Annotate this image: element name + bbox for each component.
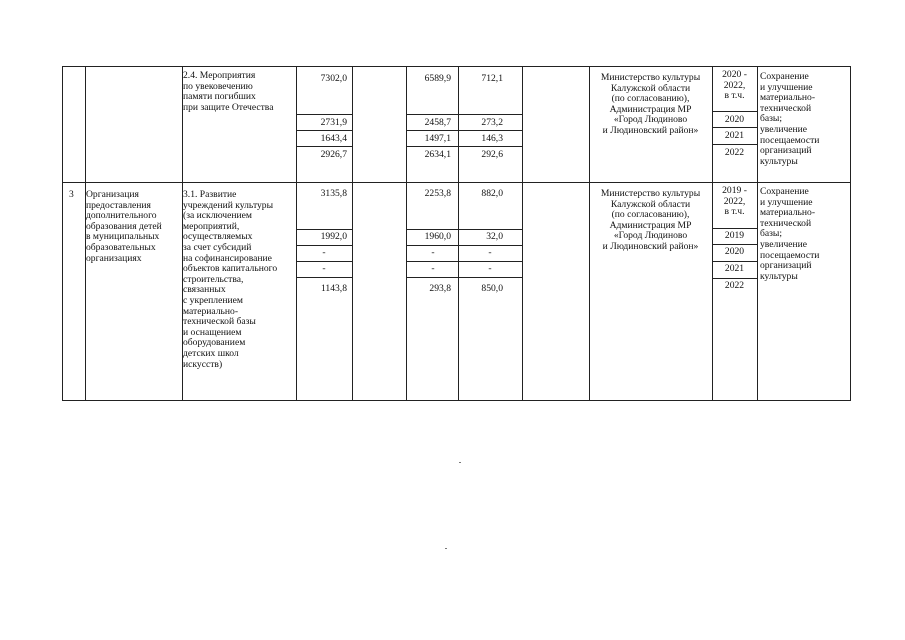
sub-row-divider bbox=[406, 146, 522, 147]
amount-col3: 2458,7 bbox=[424, 117, 451, 128]
sub-row-divider bbox=[296, 229, 352, 230]
amount-col3: 1497,1 bbox=[424, 133, 451, 144]
sub-row-divider bbox=[712, 261, 757, 262]
sub-row-divider bbox=[406, 277, 522, 278]
amount-total: - bbox=[322, 247, 326, 258]
amount-col4: - bbox=[488, 263, 492, 274]
sub-row-divider bbox=[296, 146, 352, 147]
row-number: 3 bbox=[69, 189, 74, 200]
year-cell: 2020 bbox=[724, 246, 745, 257]
amount-col4: 32,0 bbox=[486, 231, 503, 242]
sub-row-divider bbox=[712, 144, 757, 145]
amount-total: 3135,8 bbox=[320, 188, 347, 199]
year-cell: 2019 - 2022, в т.ч. bbox=[722, 185, 747, 218]
sub-row-divider bbox=[296, 114, 352, 115]
col-divider bbox=[757, 67, 758, 400]
sub-row-divider bbox=[712, 111, 757, 112]
amount-col4: - bbox=[488, 247, 492, 258]
amount-col4: 146,3 bbox=[481, 133, 503, 144]
amount-col4: 882,0 bbox=[481, 188, 503, 199]
scan-speck bbox=[459, 462, 461, 463]
sub-row-divider bbox=[406, 245, 522, 246]
sub-row-divider bbox=[712, 228, 757, 229]
year-cell: 2022 bbox=[724, 280, 745, 291]
sub-row-divider bbox=[406, 114, 522, 115]
year-cell: 2020 bbox=[724, 114, 745, 125]
row-divider bbox=[63, 182, 850, 183]
amount-col4: 712,1 bbox=[481, 73, 503, 84]
amount-total: 2926,7 bbox=[320, 149, 347, 160]
year-cell: 2020 - 2022, в т.ч. bbox=[722, 69, 747, 102]
year-cell: 2021 bbox=[724, 130, 745, 141]
result-cell: Сохранение и улучшение материально- технической базы; увеличение посещаемости организаций культуры bbox=[760, 71, 820, 167]
amount-total: 1143,8 bbox=[320, 283, 347, 294]
amount-col3: 293,8 bbox=[429, 283, 451, 294]
sub-row-divider bbox=[712, 278, 757, 279]
amount-col4: 292,6 bbox=[481, 149, 503, 160]
sub-row-divider bbox=[406, 261, 522, 262]
amount-total: 7302,0 bbox=[320, 73, 347, 84]
sub-row-divider bbox=[712, 127, 757, 128]
sub-row-divider bbox=[406, 229, 522, 230]
amount-total: - bbox=[322, 263, 326, 274]
amount-col3: 2634,1 bbox=[424, 149, 451, 160]
sub-row-divider bbox=[296, 130, 352, 131]
scan-speck bbox=[445, 548, 447, 549]
year-cell: 2019 bbox=[724, 230, 745, 241]
amount-total: 1643,4 bbox=[320, 133, 347, 144]
col-divider bbox=[522, 67, 523, 400]
measure-cell: 2.4. Мероприятия по увековечению памяти погибших при защите Отечества bbox=[183, 70, 274, 113]
amount-col4: 850,0 bbox=[481, 283, 503, 294]
amount-col3: 2253,8 bbox=[424, 188, 451, 199]
task-cell: Организация предоставления дополнительного образования детей в муниципальных образовательных организациях bbox=[86, 189, 162, 264]
executor-cell: Министерство культуры Калужской области (по согласованию), Администрация МР «Город Людиново и Людиновский район» bbox=[600, 72, 701, 136]
sub-row-divider bbox=[406, 130, 522, 131]
amount-col3: - bbox=[431, 263, 435, 274]
executor-cell: Министерство культуры Калужской области (по согласованию), Администрация МР «Город Людиново и Людиновский район» bbox=[600, 188, 701, 252]
amount-total: 2731,9 bbox=[320, 117, 347, 128]
sub-row-divider bbox=[712, 244, 757, 245]
year-cell: 2022 bbox=[724, 147, 745, 158]
amount-col3: - bbox=[431, 247, 435, 258]
sub-row-divider bbox=[296, 245, 352, 246]
sub-row-divider bbox=[296, 261, 352, 262]
program-table bbox=[62, 66, 851, 401]
amount-col3: 1960,0 bbox=[424, 231, 451, 242]
year-cell: 2021 bbox=[724, 263, 745, 274]
result-cell: Сохранение и улучшение материально- технической базы; увеличение посещаемости организаций культуры bbox=[760, 186, 820, 282]
amount-total: 1992,0 bbox=[320, 231, 347, 242]
col-divider bbox=[352, 67, 353, 400]
amount-col3: 6589,9 bbox=[424, 73, 451, 84]
sub-row-divider bbox=[296, 277, 352, 278]
measure-cell: 3.1. Развитие учреждений культуры (за исключением мероприятий, осуществляемых за счет субсидий на софинансирование объектов капитального строительства, связанных с укреплением материально- технической базы и оснащением оборудованием детских школ искусств) bbox=[183, 189, 278, 370]
amount-col4: 273,2 bbox=[481, 117, 503, 128]
